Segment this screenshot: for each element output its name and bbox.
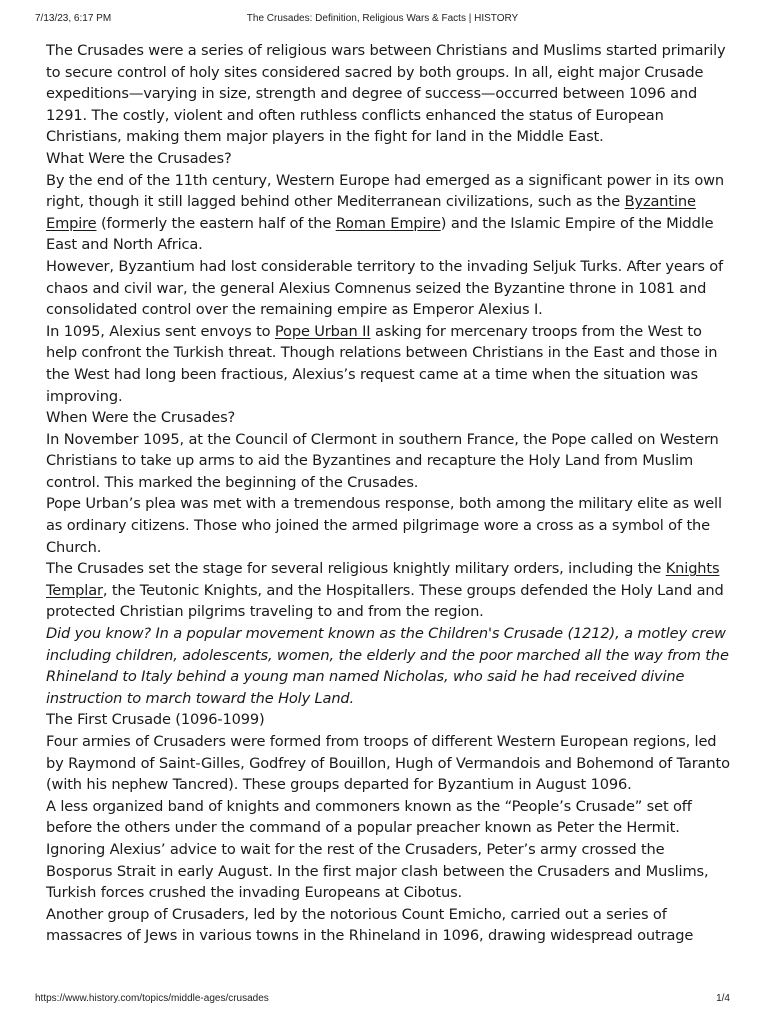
did-you-know-callout: Did you know? In a popular movement known as the Children's Crusade (1212), a motley crew including children, adolescents, women, the elderly and the poor marched all the way from the Rhineland to Italy behind a young man named Nicholas, who said he had received divine instruction to march toward the Holy Land. [46, 625, 729, 707]
text-segment: In 1095, Alexius sent envoys to [46, 322, 275, 340]
print-footer [35, 993, 730, 1007]
link-roman-empire[interactable]: Roman Empire [335, 214, 441, 232]
print-header [35, 13, 730, 27]
text-segment: , the Teutonic Knights, and the Hospitallers. These groups defended the Holy Land and protected Christian pilgrims traveling to and from the region. [46, 581, 724, 621]
text-segment: (formerly the eastern half of the [96, 214, 336, 232]
emicho-paragraph: Another group of Crusaders, led by the notorious Count Emicho, carried out a series of massacres of Jews in various towns in the Rhineland in 1096, drawing widespread outrage [46, 905, 694, 945]
text-segment: The Crusades set the stage for several religious knightly military orders, including the [46, 560, 666, 578]
byzantium-paragraph: However, Byzantium had lost considerable territory to the invading Seljuk Turks. After years of chaos and civil war, the general Alexius Comnenus seized the Byzantine throne in 1081 and consolidated control over the remaining empire as Emperor Alexius I. [46, 257, 724, 319]
text-segment: By the end of the 11th century, Western Europe had emerged as a significant power in its own right, though it still lagged behind other Mediterranean civilizations, such as the [46, 171, 725, 211]
eleventh-century-paragraph [46, 170, 730, 256]
section-heading-first-crusade: The First Crusade (1096-1099) [46, 711, 265, 729]
armies-paragraph: Four armies of Crusaders were formed from troops of different Western European regions, led by Raymond of Saint-Gilles, Godfrey of Bouillon, Hugh of Vermandois and Bohemond of Taranto (with his nephew Tancred). These groups departed for Byzantium in August 1096. [46, 733, 730, 794]
section-heading-what: What Were the Crusades? [46, 149, 232, 167]
text-segment: ) and the Islamic Empire of the Middle East and North Africa. [46, 214, 714, 254]
link-knights-templar[interactable]: Knights Templar [46, 560, 720, 599]
envoys-paragraph [46, 321, 730, 407]
plea-paragraph: Pope Urban’s plea was met with a tremendous response, both among the military elite as well as ordinary citizens. Those who joined the armed pilgrimage wore a cross as a symbol of the Church. [46, 495, 722, 556]
print-footer-page-number: 1/4 [716, 993, 730, 1004]
link-pope-urban-ii[interactable]: Pope Urban II [274, 322, 371, 340]
text-segment: asking for mercenary troops from the West to help confront the Turkish threat. Though relations between Christians in the East and those in the West had long been fractious, Alexius’s request came at a time when the situation was improving. [46, 322, 718, 405]
link-byzantine-empire[interactable]: Byzantine Empire [46, 193, 696, 232]
print-header-date: 7/13/23, 6:17 PM [35, 13, 112, 24]
print-footer-url: https://www.history.com/topics/middle-ages/crusades [35, 993, 269, 1004]
orders-paragraph [46, 558, 730, 623]
article-body [46, 40, 730, 947]
print-header-title: The Crusades: Definition, Religious Wars & Facts | HISTORY [246, 13, 519, 24]
section-heading-when: When Were the Crusades? [46, 409, 236, 427]
peoples-crusade-paragraph: A less organized band of knights and commoners known as the “People’s Crusade” set off before the others under the command of a popular preacher known as Peter the Hermit. Ignoring Alexius’ advice to wait for the rest of the Crusaders, Peter’s army crossed the Bosporus Strait in early August. In the first major clash between the Crusaders and Muslims, Turkish forces crushed the invading Europeans at Cibotus. [46, 797, 709, 902]
intro-paragraph: The Crusades were a series of religious wars between Christians and Muslims started primarily to secure control of holy sites considered sacred by both groups. In all, eight major Crusade expeditions—varying in size, strength and degree of success—occurred between 1096 and 1291. The costly, violent and often ruthless conflicts enhanced the status of European Christians, making them major players in the fight for land in the Middle East. [46, 42, 726, 146]
council-paragraph: In November 1095, at the Council of Clermont in southern France, the Pope called on Western Christians to take up arms to aid the Byzantines and recapture the Holy Land from Muslim control. This marked the beginning of the Crusades. [46, 430, 719, 491]
